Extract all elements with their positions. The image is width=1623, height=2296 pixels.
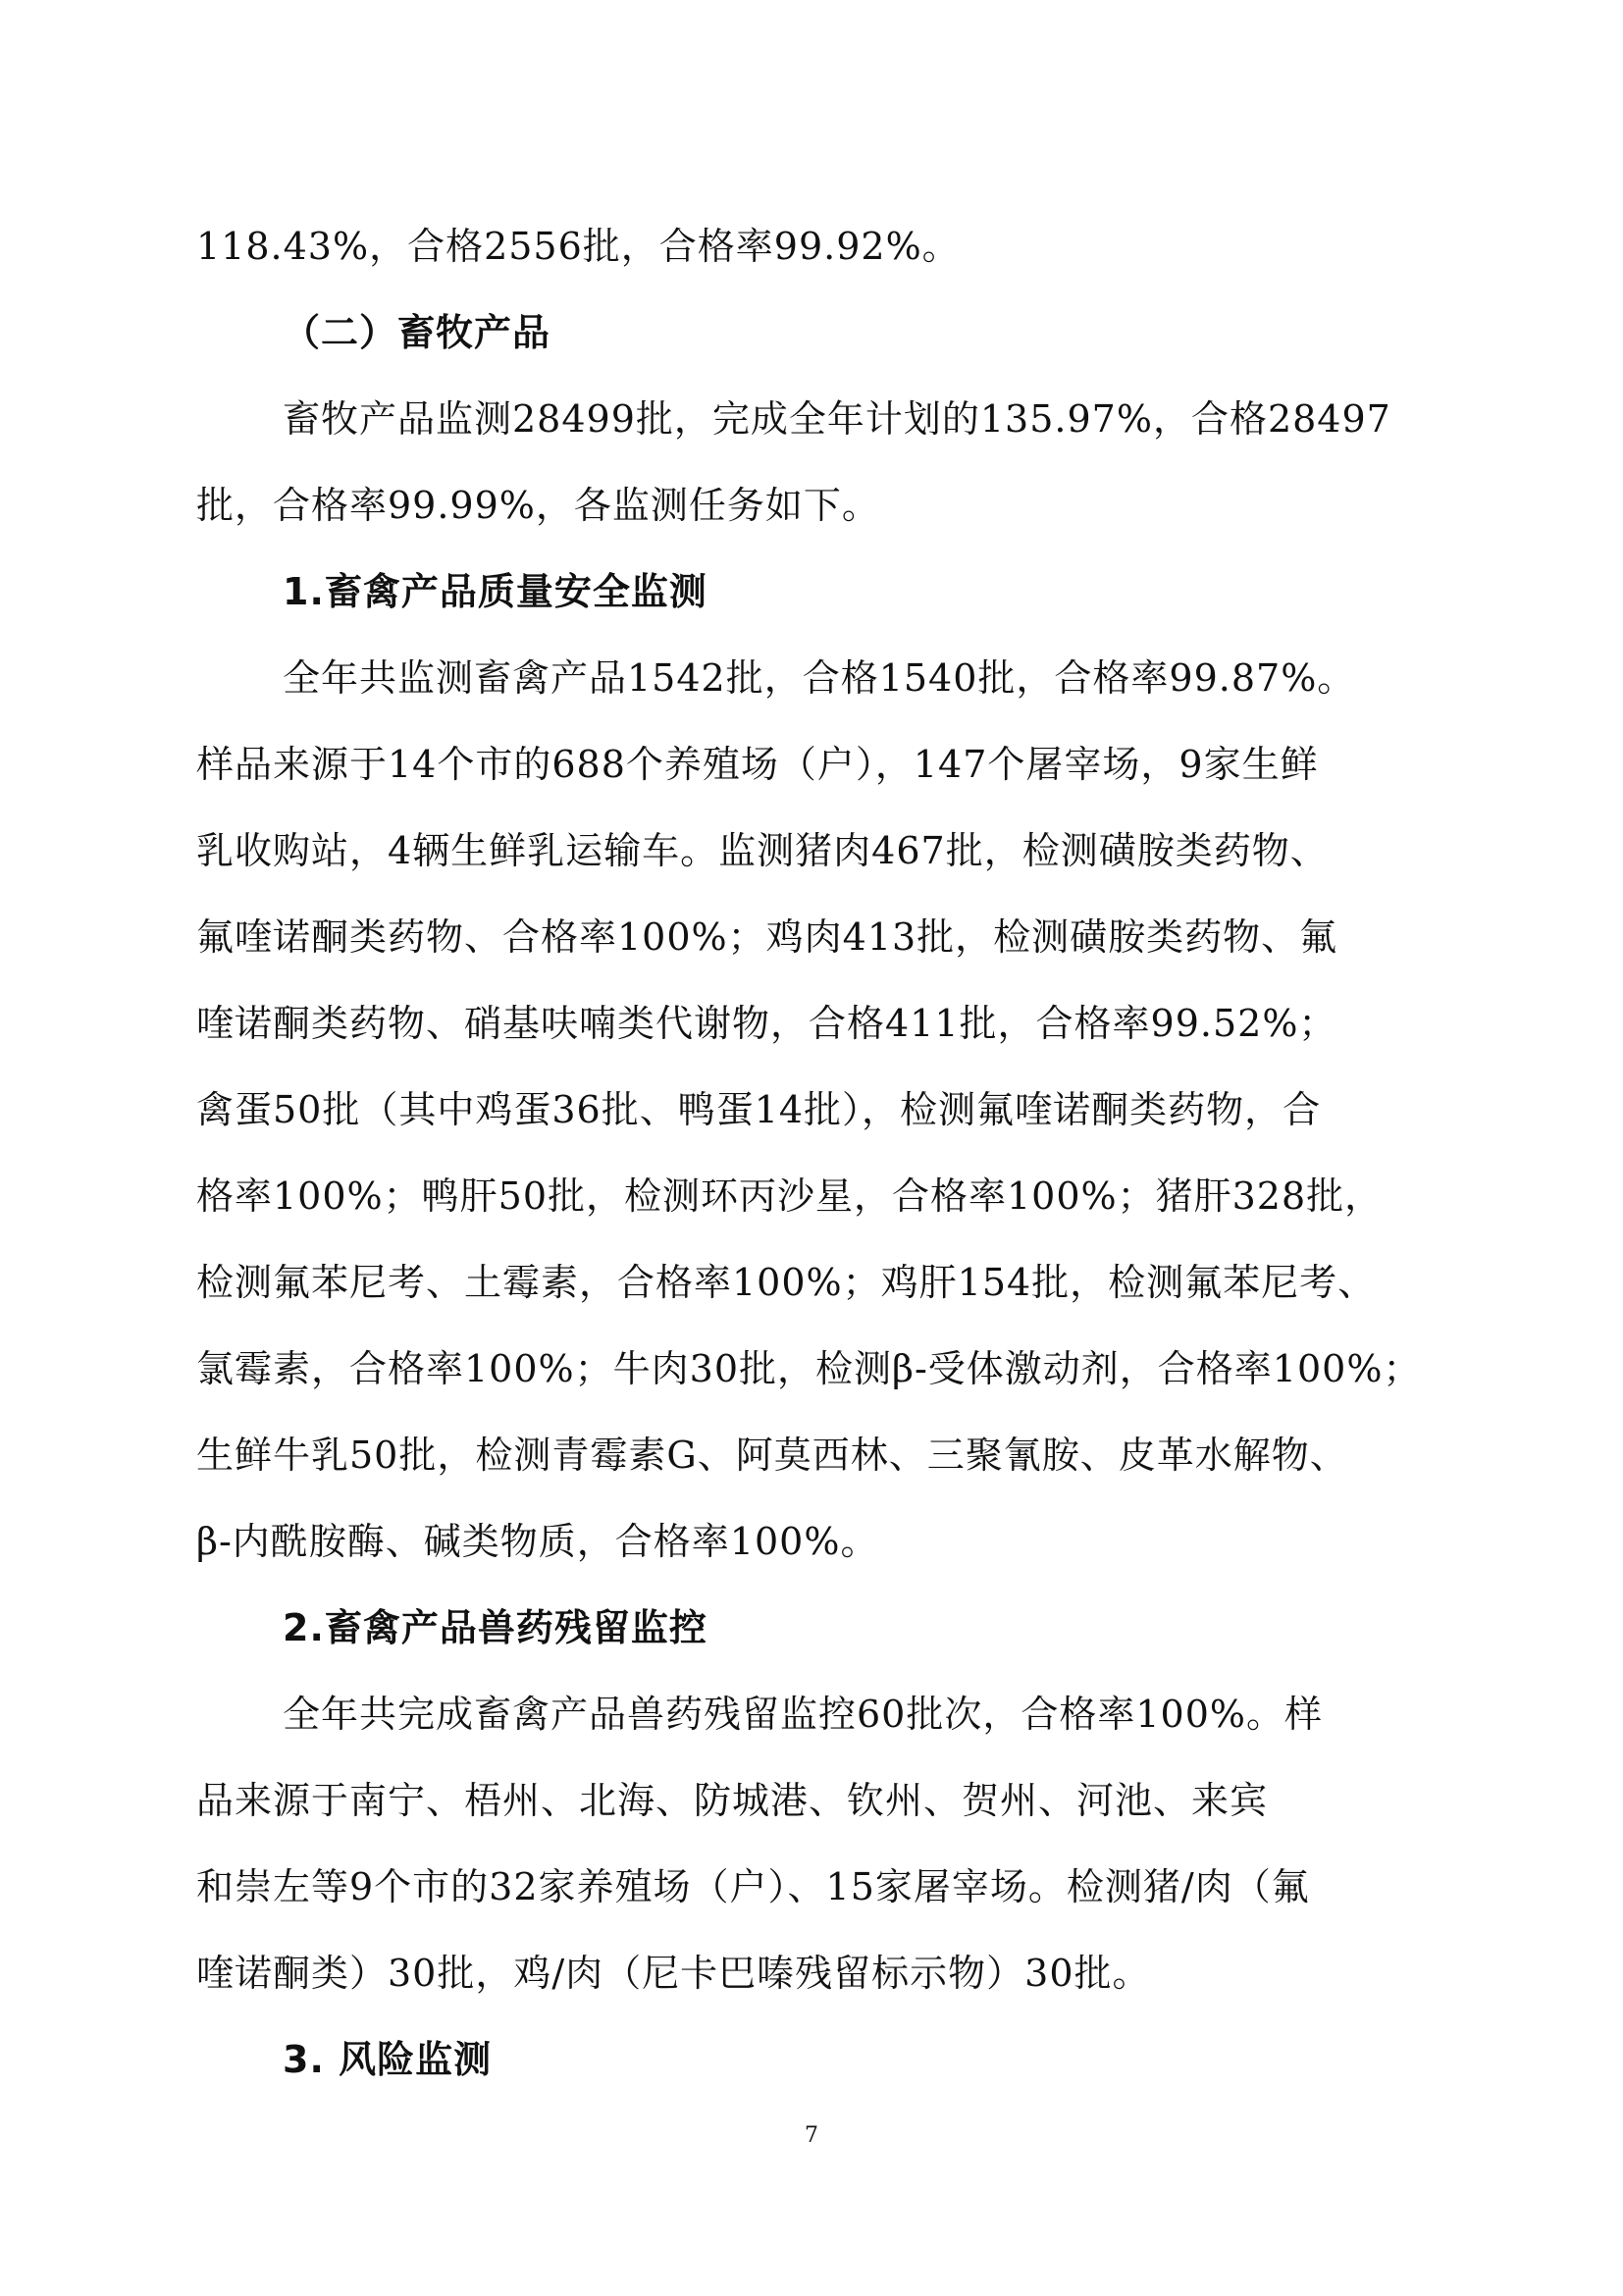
- body-line: 氯霉素，合格率100%；牛肉30批，检测β-受体激动剂，合格率100%；: [196, 1347, 1422, 1390]
- body-line: 118.43%，合格2556批，合格率99.92%。: [196, 225, 961, 268]
- body-line: 喹诺酮类药物、硝基呋喃类代谢物，合格411批，合格率99.52%；: [196, 1002, 1337, 1045]
- body-line: 生鲜牛乳50批，检测青霉素G、阿莫西林、三聚氰胺、皮革水解物、: [196, 1434, 1348, 1477]
- body-line: 格率100%；鸭肝50批，检测环丙沙星，合格率100%；猪肝328批，: [196, 1174, 1384, 1218]
- subsection-heading: 3. 风险监测: [283, 2038, 493, 2081]
- body-line: 检测氟苯尼考、土霉素，合格率100%；鸡肝154批，检测氟苯尼考、: [196, 1261, 1377, 1304]
- body-line: 禽蛋50批（其中鸡蛋36批、鸭蛋14批），检测氟喹诺酮类药物，合: [196, 1088, 1322, 1131]
- section-heading: （二）畜牧产品: [283, 311, 551, 354]
- body-line: 喹诺酮类）30批，鸡/肉（尼卡巴嗪残留标示物）30批。: [196, 1952, 1151, 1995]
- body-line: 批，合格率99.99%，各监测任务如下。: [196, 484, 880, 527]
- body-line: 畜牧产品监测28499批，完成全年计划的135.97%，合格28497: [283, 397, 1391, 441]
- body-line: 全年共监测畜禽产品1542批，合格1540批，合格率99.87%。: [283, 656, 1356, 700]
- body-line: 乳收购站，4辆生鲜乳运输车。监测猪肉467批，检测磺胺类药物、: [196, 829, 1329, 872]
- subsection-heading: 1.畜禽产品质量安全监测: [283, 570, 707, 613]
- body-line: 和崇左等9个市的32家养殖场（户）、15家屠宰场。检测猪/肉（氟: [196, 1865, 1310, 1908]
- page-number: 7: [805, 2123, 818, 2148]
- body-line: 全年共完成畜禽产品兽药残留监控60批次，合格率100%。样: [283, 1693, 1323, 1736]
- subsection-heading: 2.畜禽产品兽药残留监控: [283, 1606, 707, 1649]
- body-line: 样品来源于14个市的688个养殖场（户），147个屠宰场，9家生鲜: [196, 743, 1319, 786]
- body-line: 品来源于南宁、梧州、北海、防城港、钦州、贺州、河池、来宾: [196, 1779, 1269, 1822]
- body-line: β-内酰胺酶、碱类物质，合格率100%。: [196, 1520, 879, 1563]
- body-line: 氟喹诺酮类药物、合格率100%；鸡肉413批，检测磺胺类药物、氟: [196, 915, 1338, 959]
